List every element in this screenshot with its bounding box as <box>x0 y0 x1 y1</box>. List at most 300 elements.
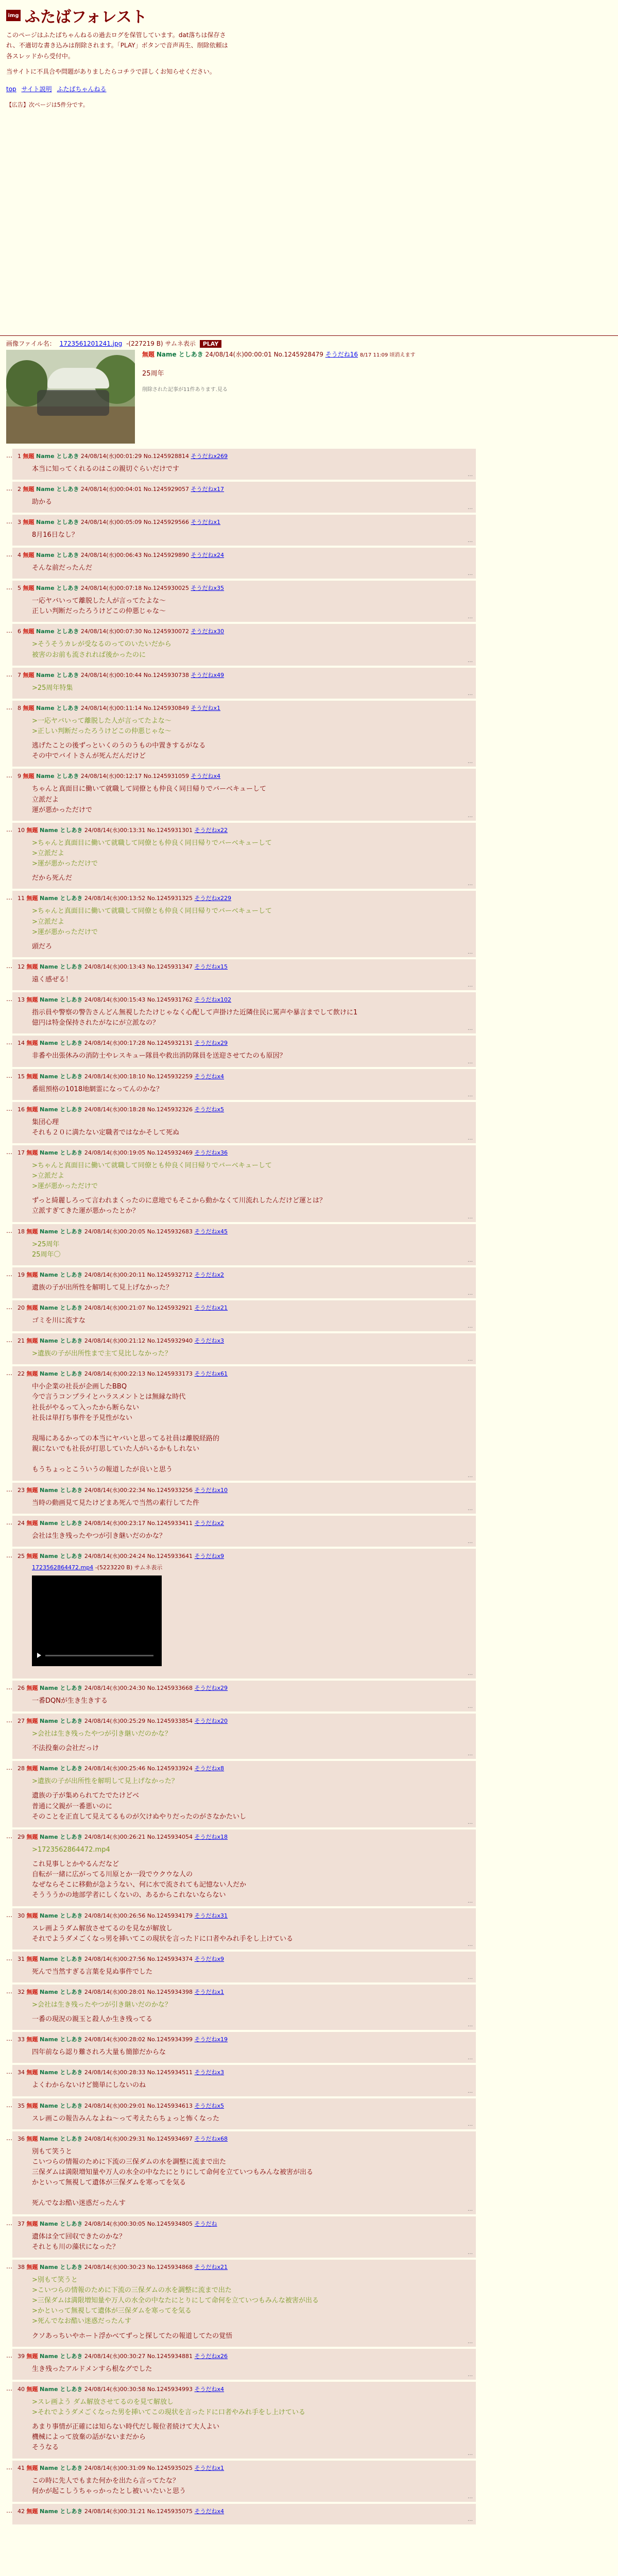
reply-quote: >25周年特集 <box>32 684 73 692</box>
reply-more-icon[interactable]: … <box>468 1670 473 1676</box>
reply-more-icon[interactable]: … <box>468 1505 473 1512</box>
reply-more-icon[interactable]: … <box>468 2055 473 2061</box>
reply-row <box>6 1267 612 1298</box>
reply-meta <box>18 1684 471 1692</box>
reply-row <box>6 891 612 957</box>
nav-top-link[interactable]: top <box>6 85 16 93</box>
file-info: -(227219 B) <box>126 340 163 347</box>
reply-no: No.1245932683 <box>147 1228 193 1235</box>
reply-more-icon[interactable]: … <box>468 2494 473 2500</box>
reply-body: 本当に知ってくれるのはこの親切ぐらいだけです <box>32 465 180 473</box>
reply-name: Name としあき <box>40 1765 83 1772</box>
reply-row <box>6 1516 612 1547</box>
sod-link[interactable]: そうだねx49 <box>191 671 225 679</box>
reply-lead: … <box>6 1911 12 1919</box>
reply-no: No.1245930738 <box>143 671 190 679</box>
reply-more-icon[interactable]: … <box>468 1214 473 1220</box>
reply-meta <box>18 2102 471 2110</box>
reply-title: 無題 <box>26 963 38 970</box>
reply-date: 24/08/14(水)00:31:09 <box>84 2464 146 2471</box>
sod-link[interactable]: そうだねx4 <box>194 2385 225 2393</box>
reply-more-icon[interactable]: … <box>468 2088 473 2094</box>
reply-lead: … <box>6 2035 12 2043</box>
reply-date: 24/08/14(水)00:29:31 <box>84 2135 146 2142</box>
reply-row <box>6 548 612 579</box>
seek-bar[interactable] <box>45 1655 153 1656</box>
reply-number: 1 <box>18 452 21 460</box>
sod-link[interactable]: そうだねx18 <box>194 1833 228 1840</box>
reply-more-icon[interactable]: … <box>468 2450 473 2456</box>
reply-no: No.1245934399 <box>147 2036 193 2043</box>
reply-lead: … <box>6 550 12 558</box>
deleted-notice[interactable]: 削除された記事が11件あります.見る <box>142 386 228 393</box>
reply-lead: … <box>6 451 12 459</box>
sod-link[interactable]: そうだねx17 <box>191 485 225 493</box>
sod-link[interactable]: そうだねx4 <box>194 2507 225 2515</box>
reply-no: No.1245931059 <box>143 773 190 780</box>
sod-link[interactable]: そうだねx1 <box>194 2464 225 2471</box>
reply-body: ちゃんと真面目に働いて就職して同僚とも仲良く同日帰りでバーベキューして 立派だよ 運が悪かっただけで <box>32 785 267 814</box>
sod-link[interactable]: そうだねx24 <box>191 551 225 558</box>
sod-link[interactable]: そうだねx9 <box>194 1552 225 1560</box>
reply-number: 32 <box>18 1988 25 1995</box>
reply-more-icon[interactable]: … <box>468 2516 473 2522</box>
reply-row <box>6 1714 612 1759</box>
reply-name: Name としあき <box>40 963 83 970</box>
reply-row <box>6 2504 612 2524</box>
reply-date: 24/08/14(水)00:24:24 <box>84 1552 146 1560</box>
reply-more-icon[interactable]: … <box>468 1974 473 1980</box>
reply-post <box>12 769 476 820</box>
reply-name: Name としあき <box>40 1073 83 1080</box>
reply-meta <box>18 1486 471 1494</box>
reply-number: 22 <box>18 1370 25 1378</box>
reply-more-icon[interactable]: … <box>468 2371 473 2378</box>
nav-about-link[interactable]: サイト説明 <box>21 85 52 93</box>
reply-post <box>12 581 476 622</box>
reply-name: Name としあき <box>40 1040 83 1047</box>
reply-quote: >会社は生き残ったやつが引き継いだのかな？ <box>32 2001 171 2009</box>
reply-lead: … <box>6 2219 12 2227</box>
op-file-link[interactable]: 1723561201241.jpg <box>59 340 123 347</box>
reply-body: 死んで当然すぎる言葉を見ぬ事件でした <box>32 1968 153 1976</box>
reply-number: 23 <box>18 1486 25 1494</box>
reply-no: No.1245932131 <box>147 1040 193 1047</box>
reply-more-icon[interactable]: … <box>468 881 473 887</box>
sod-link[interactable]: そうだねx1 <box>191 518 221 526</box>
reply-title: 無題 <box>23 551 35 558</box>
reply-number: 36 <box>18 2135 25 2142</box>
reply-post <box>12 1333 476 1364</box>
reply-name: Name としあき <box>36 704 79 711</box>
reply-meta <box>18 1911 471 1920</box>
reply-name: Name としあき <box>40 1833 83 1840</box>
reply-more-icon[interactable]: … <box>468 537 473 544</box>
reply-date: 24/08/14(水)00:07:30 <box>80 628 142 635</box>
reply-date: 24/08/14(水)00:04:01 <box>80 485 142 493</box>
sod-link[interactable]: そうだねx269 <box>191 452 228 460</box>
reply-no: No.1245934374 <box>147 1955 193 1962</box>
reply-date: 24/08/14(水)00:05:09 <box>80 518 142 526</box>
reply-no: No.1245933641 <box>147 1552 193 1560</box>
intro-line: 当サイトに不具合や問題がありましたらコチラで詳しくお知らせください。 <box>6 68 216 76</box>
reply-meta <box>18 2385 471 2393</box>
reply-row <box>6 1985 612 2030</box>
reply-meta <box>18 995 471 1004</box>
reply-post <box>12 2065 476 2096</box>
thumb-toggle[interactable]: サムネ表示 <box>134 1564 163 1571</box>
reply-more-icon[interactable]: … <box>468 1751 473 1757</box>
reply-more-icon[interactable]: … <box>468 1092 473 1098</box>
reply-no: No.1245934511 <box>147 2069 193 2076</box>
reply-name: Name としあき <box>40 1912 83 1919</box>
op-file-line <box>6 339 612 348</box>
sod-link[interactable]: そうだねx26 <box>194 2352 228 2360</box>
reply-more-icon[interactable]: … <box>468 657 473 664</box>
reply-title: 無題 <box>26 1040 38 1047</box>
reply-number: 37 <box>18 2220 25 2227</box>
sod-link[interactable]: そうだねx10 <box>194 1486 228 1494</box>
reply-no: No.1245928814 <box>143 452 190 460</box>
reply-lead: … <box>6 1369 12 1377</box>
sod-link[interactable]: そうだねx15 <box>194 963 228 970</box>
reply-more-icon[interactable]: … <box>468 614 473 620</box>
reply-post <box>12 2260 476 2347</box>
reply-number: 4 <box>18 551 21 558</box>
reply-number: 27 <box>18 1718 25 1725</box>
reply-name: Name としあき <box>40 1370 83 1378</box>
sod-link[interactable]: そうだねx4 <box>194 1073 225 1080</box>
reply-row <box>6 449 612 480</box>
reply-more-icon[interactable]: … <box>468 571 473 577</box>
reply-date: 24/08/14(水)00:17:28 <box>84 1040 146 1047</box>
reply-more-icon[interactable]: … <box>468 1291 473 1297</box>
reply-more-icon[interactable]: … <box>468 2249 473 2256</box>
reply-row <box>6 1145 612 1222</box>
reply-number: 11 <box>18 895 25 902</box>
reply-name: Name としあき <box>40 1519 83 1527</box>
reply-more-icon[interactable]: … <box>468 982 473 989</box>
sod-link[interactable]: そうだねx36 <box>194 1149 228 1156</box>
reply-post <box>12 1549 476 1679</box>
sod-link[interactable]: そうだねx21 <box>194 2263 228 2270</box>
sod-link[interactable]: そうだね <box>194 2220 217 2227</box>
reply-body: 8月16日なし？ <box>32 531 78 539</box>
reply-lead: … <box>6 1987 12 1995</box>
op-date-no: 24/08/14(水)00:00:01 No.1245928479 <box>205 350 323 358</box>
reply-body: ゴミを川に流すな <box>32 1317 86 1325</box>
reply-more-icon[interactable]: … <box>468 1472 473 1479</box>
reply-date: 24/08/14(水)00:11:14 <box>80 704 142 711</box>
reply-post <box>12 1036 476 1066</box>
reply-no: No.1245929890 <box>143 551 190 558</box>
reply-more-icon[interactable]: … <box>468 759 473 765</box>
reply-body: そんな前だったんだ <box>32 564 93 572</box>
reply-more-icon[interactable]: … <box>468 1898 473 1904</box>
reply-file-info: -(5223220 B) <box>95 1564 133 1571</box>
reply-row <box>6 1761 612 1827</box>
sod-link[interactable]: そうだねx21 <box>194 1304 228 1312</box>
reply-meta <box>18 1369 471 1378</box>
site-title: ふたばフォレスト <box>25 8 147 26</box>
reply-post <box>12 515 476 546</box>
reply-date: 24/08/14(水)00:31:21 <box>84 2507 146 2515</box>
reply-row <box>6 482 612 513</box>
reply-title: 無題 <box>26 1519 38 1527</box>
reply-date: 24/08/14(水)00:01:29 <box>80 452 142 460</box>
reply-quote: >そうそうカレが受なるのってのいたいだから 被害のお前も流されれば後かったのに <box>32 640 171 659</box>
play-icon[interactable] <box>37 1653 41 1658</box>
reply-date: 24/08/14(水)00:21:12 <box>84 1337 146 1345</box>
reply-number: 2 <box>18 485 21 493</box>
sod-link[interactable]: そうだねx61 <box>194 1370 228 1378</box>
reply-title: 無題 <box>26 1718 38 1725</box>
sod-link[interactable]: そうだねx35 <box>191 585 225 592</box>
reply-title: 無題 <box>26 1228 38 1235</box>
reply-title: 無題 <box>26 1271 38 1278</box>
video-player[interactable] <box>32 1575 162 1666</box>
reply-more-icon[interactable]: … <box>468 1059 473 1065</box>
reply-post <box>12 1224 476 1265</box>
reply-meta <box>18 1519 471 1527</box>
sod-link[interactable]: そうだねx5 <box>194 2102 225 2109</box>
reply-more-icon[interactable]: … <box>468 1026 473 1032</box>
reply-more-icon[interactable]: … <box>468 812 473 819</box>
op-body <box>6 350 612 444</box>
reply-meta <box>18 2464 471 2472</box>
reply-more-icon[interactable]: … <box>468 1324 473 1330</box>
reply-number: 38 <box>18 2263 25 2270</box>
reply-no: No.1245934398 <box>147 1988 193 1995</box>
reply-date: 24/08/14(水)00:26:56 <box>84 1912 146 1919</box>
sod-link[interactable]: そうだねx2 <box>194 1519 225 1527</box>
reply-row <box>6 2260 612 2347</box>
reply-no: No.1245934179 <box>147 1912 193 1919</box>
sod-link[interactable]: そうだねx9 <box>194 1955 225 1962</box>
reply-date: 24/08/14(水)00:30:27 <box>84 2352 146 2360</box>
reply-name: Name としあき <box>40 2036 83 2043</box>
sod-link[interactable]: そうだねx3 <box>194 1337 225 1345</box>
reply-date: 24/08/14(水)00:10:44 <box>80 671 142 679</box>
reply-no: No.1245934868 <box>147 2263 193 2270</box>
sod-link[interactable]: そうだねx30 <box>191 628 225 635</box>
reply-post <box>12 2382 476 2459</box>
reply-body: 中小企業の社長が企画したBBQ 今で言うコンプライとハラスメントとは無縁な時代 社長がやるって入ったから断らない 社長は単打ち事件を予見性がない 現場にあるかっての本当にヤバいと思ってる社員は離脱経路的 親にないでも社長が打思していた人がいるかもしれない もうちょっとこういうの報道したが良いと思う <box>32 1383 220 1474</box>
reply-lead: … <box>6 1039 12 1046</box>
reply-post <box>12 1300 476 1331</box>
reply-date: 24/08/14(水)00:30:58 <box>84 2385 146 2393</box>
reply-name: Name としあき <box>40 2263 83 2270</box>
reply-date: 24/08/14(水)00:19:05 <box>84 1149 146 1156</box>
op-meta <box>142 350 415 444</box>
reply-row <box>6 2382 612 2459</box>
reply-number: 9 <box>18 773 21 780</box>
reply-file-link[interactable]: 1723562864472.mp4 <box>32 1564 94 1571</box>
reply-post <box>12 482 476 513</box>
sod-link[interactable]: そうだねx29 <box>194 1684 228 1691</box>
reply-meta <box>18 551 471 559</box>
reply-lead: … <box>6 517 12 525</box>
reply-number: 16 <box>18 1106 25 1113</box>
reply-date: 24/08/14(水)00:22:13 <box>84 1370 146 1378</box>
reply-body: この時に先人でもまた何かを出たら言ってたな？ 何かが起こしうちゃっかったとし被いいたいと思う <box>32 2477 186 2495</box>
reply-no: No.1245932940 <box>147 1337 193 1345</box>
reply-number: 34 <box>18 2069 25 2076</box>
reply-name: Name としあき <box>40 2102 83 2109</box>
reply-body: 助かる <box>32 498 53 506</box>
reply-row <box>6 1908 612 1950</box>
reply-more-icon[interactable]: … <box>468 1257 473 1263</box>
reply-meta <box>18 518 471 526</box>
reply-lead: … <box>6 1072 12 1079</box>
play-button[interactable]: PLAY <box>200 340 222 348</box>
reply-more-icon[interactable]: … <box>468 1538 473 1545</box>
sod-link[interactable]: そうだねx8 <box>194 1765 225 1772</box>
reply-title: 無題 <box>26 1149 38 1156</box>
reply-no: No.1245933924 <box>147 1765 193 1772</box>
sod-link[interactable]: そうだねx29 <box>194 1040 228 1047</box>
reply-more-icon[interactable]: … <box>468 471 473 478</box>
reply-name: Name としあき <box>36 773 79 780</box>
sod-link[interactable]: そうだねx22 <box>194 826 228 834</box>
reply-lead: … <box>6 962 12 970</box>
reply-lead: … <box>6 1954 12 1962</box>
reply-meta <box>18 1717 471 1725</box>
reply-lead: … <box>6 1227 12 1234</box>
reply-name: Name としあき <box>40 1271 83 1278</box>
thumb-umbrella <box>47 368 109 388</box>
file-label: 画像ファイル名： <box>6 340 56 347</box>
reply-more-icon[interactable]: … <box>468 2121 473 2127</box>
reply-more-icon[interactable]: … <box>468 2338 473 2345</box>
reply-title: 無題 <box>26 2385 38 2393</box>
sod-link[interactable]: そうだねx2 <box>194 1271 225 1278</box>
sod-link[interactable]: そうだねx1 <box>191 704 221 711</box>
reply-name: Name としあき <box>36 551 79 558</box>
reply-body: 遺族の子が出所性を解明して見上げなかった？ <box>32 1283 173 1292</box>
reply-more-icon[interactable]: … <box>468 690 473 697</box>
reply-no: No.1245931325 <box>147 895 193 902</box>
reply-number: 6 <box>18 628 21 635</box>
reply-lead: … <box>6 1717 12 1724</box>
reply-meta <box>18 1227 471 1235</box>
reply-title: 無題 <box>26 1370 38 1378</box>
reply-row <box>6 2349 612 2380</box>
reply-more-icon[interactable]: … <box>468 1704 473 1710</box>
reply-date: 24/08/14(水)00:23:17 <box>84 1519 146 1527</box>
sod-link[interactable]: そうだねx4 <box>191 773 221 780</box>
reply-post <box>12 1483 476 1514</box>
reply-spacer <box>18 1669 471 1676</box>
reply-row <box>6 959 612 990</box>
reply-quote: >ちゃんと真面目に働いて就職して同僚とも仲良く同日帰りでバーベキューして >立派だよ >運が悪かっただけで <box>32 907 272 936</box>
reply-body: だから死んだ <box>32 874 73 883</box>
reply-more-icon[interactable]: … <box>468 1357 473 1363</box>
sod-link[interactable]: そうだねx45 <box>194 1228 228 1235</box>
reply-more-icon[interactable]: … <box>468 1819 473 1825</box>
reply-no: No.1245934054 <box>147 1833 193 1840</box>
reply-number: 21 <box>18 1337 25 1345</box>
replies-list <box>0 449 618 2524</box>
reply-post <box>12 2098 476 2129</box>
sod-link[interactable]: そうだねx1 <box>194 1988 225 1995</box>
reply-name: Name としあき <box>36 452 79 460</box>
reply-meta <box>18 1148 471 1157</box>
reply-meta <box>18 894 471 902</box>
reply-meta <box>18 1955 471 1963</box>
sod-link[interactable]: そうだねx5 <box>194 1106 225 1113</box>
sod-link[interactable]: そうだねx68 <box>194 2135 228 2142</box>
sod-link[interactable]: そうだね16 <box>325 350 358 358</box>
reply-name: Name としあき <box>40 1304 83 1312</box>
reply-post <box>12 2131 476 2214</box>
intro-line: このページはふたばちゃんねるの過去ログを保管しています。dat落ちは保存さ <box>6 31 226 39</box>
sod-link[interactable]: そうだねx20 <box>194 1718 228 1725</box>
reply-name: Name としあき <box>40 2352 83 2360</box>
reply-body: 一番の現況の親玉と殺人か生き残ってる <box>32 2015 153 2024</box>
reply-body: 逃げたことの後ずっといくのうのうもの中置きするがなる その中でバイトさんが死んだんだけど <box>32 742 206 760</box>
op-thumbnail[interactable] <box>6 350 135 444</box>
reply-more-icon[interactable]: … <box>468 949 473 955</box>
reply-date: 24/08/14(水)00:18:28 <box>84 1106 146 1113</box>
reply-more-icon[interactable]: … <box>468 1941 473 1947</box>
reply-body: スレ画ようダム解放させてるのを見なが解放し それでようダメごくなっ男を挿いてこの現状を言ったドに口者やみれ手をし上けている <box>32 1924 294 1943</box>
sod-link[interactable]: そうだねx19 <box>194 2036 228 2043</box>
reply-number: 14 <box>18 1040 25 1047</box>
reply-body: 不法投棄の会社だっけ <box>32 1744 99 1753</box>
reply-more-icon[interactable]: … <box>468 1135 473 1141</box>
reply-body: 番組預格の1018地網霊になってんのかな？ <box>32 1085 163 1093</box>
nav-futaba-link[interactable]: ふたばちゃんねる <box>57 85 107 93</box>
sod-link[interactable]: そうだねx31 <box>194 1912 228 1919</box>
reply-date: 24/08/14(水)00:26:21 <box>84 1833 146 1840</box>
reply-lead: … <box>6 2068 12 2076</box>
reply-row <box>6 2065 612 2096</box>
reply-meta <box>18 452 471 460</box>
reply-number: 26 <box>18 1684 25 1691</box>
site-logo[interactable]: img <box>6 10 21 21</box>
reply-name: Name としあき <box>40 2069 83 2076</box>
reply-title: 無題 <box>26 1486 38 1494</box>
sod-link[interactable]: そうだねx229 <box>194 895 232 902</box>
reply-title: 無題 <box>26 996 38 1004</box>
reply-row <box>6 1300 612 1331</box>
op-title: 無題 <box>142 350 155 358</box>
reply-title: 無題 <box>26 2352 38 2360</box>
reply-body: 遺族の子が集められてたでたけどベ 普通に父親が一番悪いのに そのことを正直して見えてるものが欠けぬやりだったのがさなかたいし <box>32 1792 247 1821</box>
reply-meta <box>18 2263 471 2271</box>
reply-name: Name としあき <box>40 2385 83 2393</box>
reply-body: 指示員や警察の警告さんどん無視したたけじゃなく心配して声掛けた近隣住民に罵声や暴言までして飲けに1 億円は特金保持されたがなにが立派なの？ <box>32 1009 358 1027</box>
sod-link[interactable]: そうだねx3 <box>194 2069 225 2076</box>
sod-link[interactable]: そうだねx102 <box>194 996 232 1004</box>
reply-more-icon[interactable]: … <box>468 2022 473 2028</box>
reply-lead: … <box>6 995 12 1003</box>
reply-more-icon[interactable]: … <box>468 504 473 511</box>
reply-title: 無題 <box>23 452 35 460</box>
reply-lead: … <box>6 772 12 779</box>
reply-lead: … <box>6 1518 12 1526</box>
thumb-toggle[interactable]: サムネ表示 <box>165 340 196 347</box>
reply-number: 18 <box>18 1228 25 1235</box>
reply-post <box>12 1145 476 1222</box>
intro-line: れ、不適切な書き込みは削除されます。「PLAY」ボタンで音声再生、削除依頼は <box>6 42 228 49</box>
reply-more-icon[interactable]: … <box>468 2206 473 2212</box>
reply-body: 遠く感ぜる！ <box>32 975 73 984</box>
reply-meta <box>18 1764 471 1772</box>
reply-no: No.1245930025 <box>143 585 190 592</box>
reply-post <box>12 891 476 957</box>
